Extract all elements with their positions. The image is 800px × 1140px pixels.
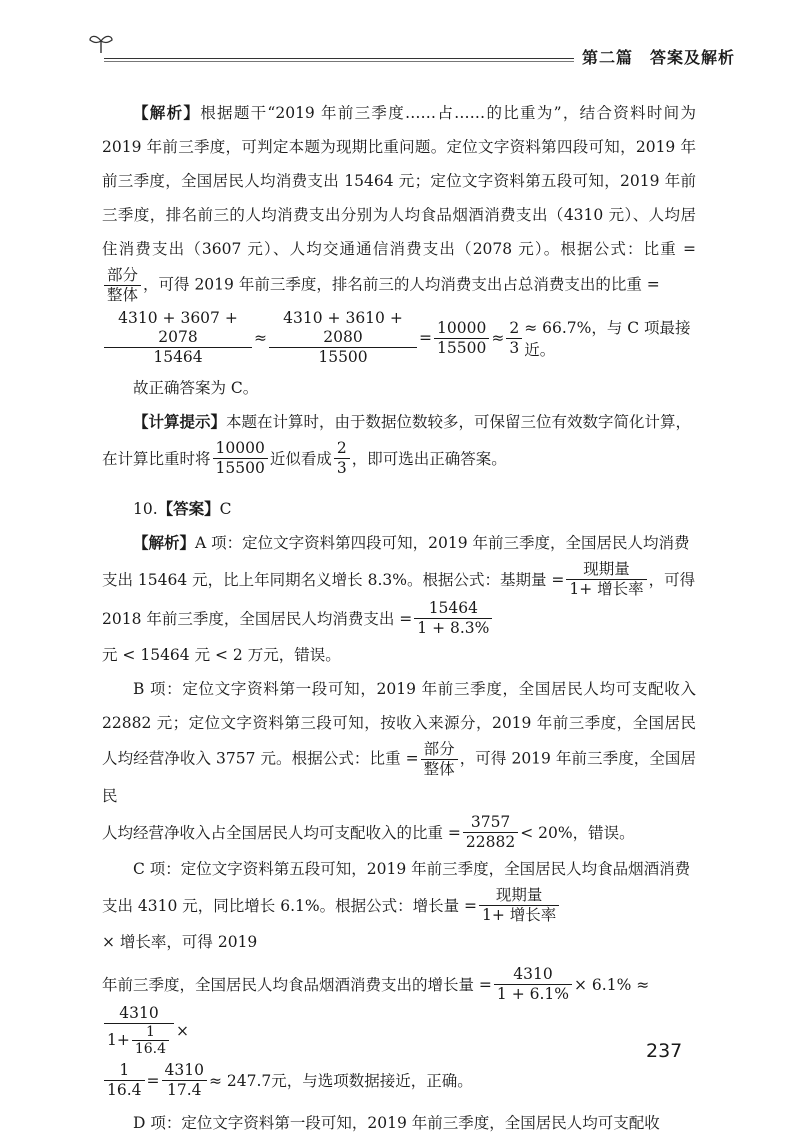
section-title: 第二篇 答案及解析: [582, 48, 736, 67]
answer-value: C: [219, 500, 232, 518]
header-rule-thin: [104, 61, 574, 62]
calc-tip-line-2: 在计算比重时将 $\frac{10000}{15500}$ 近似看成 $\frac{2}{3}$ ，即可选出正确答案。: [102, 439, 507, 477]
fraction-part-whole: $\frac{\text{部分}}{\text{整体}}$: [104, 266, 141, 305]
q10-option-a-line-3: 2018 年前三季度，全国居民人均消费支出 = $\frac{15464}{1 + 8.3\%}$ 元 < 15464 元 < 2 万元，错误。: [102, 599, 696, 672]
fraction-part-whole-b: $\frac{\text{部分}}{\text{整体}}$: [421, 740, 458, 779]
q9-conclusion: 故正确答案为 C。: [133, 379, 259, 397]
fraction-income-share: $\frac{3757}{22882}$: [463, 813, 518, 852]
page-number: 237: [646, 1040, 683, 1062]
fraction-growth-2: 4310 1+ $\frac{1}{16.4}$: [104, 1004, 174, 1057]
q9-text-2: ，可得 2019 年前三季度，排名前三的人均消费支出占总消费支出的比重 =: [143, 275, 660, 294]
q9-analysis: [102, 96, 696, 305]
q10-answer: [102, 492, 696, 526]
q9-calculation: $\frac{4310 + 3607 + 2078}{15464}$ ≈ $\frac{4310 + 3610 + 2080}{15500}$ = $\frac{10000}{15500}$ ≈ $\frac{2}{3}$ ≈ 66.7%，与 C 项最接近。: [102, 309, 696, 367]
fraction-rounded: $\frac{4310 + 3610 + 2080}{15500}$: [269, 309, 417, 367]
fraction-sum-total: $\frac{4310 + 3607 + 2078}{15464}$: [104, 309, 252, 367]
fraction-one-over: $\frac{1}{16.4}$: [104, 1061, 145, 1100]
fraction-growth-1: $\frac{4310}{1 + 6.1\%}$: [494, 965, 572, 1004]
fraction-base-period: $\frac{\text{现期量}}{\text{1+ 增长率}}$: [566, 560, 646, 599]
fraction-nested: $\frac{1}{16.4}$: [132, 1024, 169, 1057]
analysis-tag: 【解析】: [133, 104, 201, 122]
q10-option-b: B 项：定位文字资料第一段可知，2019 年前三季度，全国居民人均可支配收入 22882 元；定位文字资料第三段可知，按收入来源分，2019 年前三季度，全国居民人均经营净收入 3757 元。根据公式：比重 = $\frac{\text{部分}}{\text{整体}}$ ，可得 2019 年前三季度，全国居民: [102, 680, 696, 805]
header-rule: [104, 58, 574, 59]
q10-option-c-line-3: 年前三季度，全国居民人均食品烟酒消费支出的增长量 = $\frac{4310}{1 + 6.1\%}$ × 6.1% ≈ 4310 1+ $\frac{1}{16.4}$ ×: [102, 965, 650, 1057]
q10-option-c-line-2: 支出 4310 元，同比增长 6.1%。根据公式：增长量 = $\frac{\text{现期量}}{\text{1+ 增长率}}$ × 增长率，可得 2019: [102, 886, 696, 959]
fraction-two-thirds: $\frac{2}{3}$: [506, 319, 522, 358]
q10-option-c: C 项：定位文字资料第五段可知，2019 年前三季度，全国居民人均食品烟酒消费: [133, 860, 691, 878]
page-content: [102, 96, 696, 1140]
page-header: [0, 0, 800, 80]
answer-tag: 【答案】: [157, 500, 220, 518]
fraction-tip-1: $\frac{10000}{15500}$: [213, 439, 268, 478]
fraction-growth-formula: $\frac{\text{现期量}}{\text{1+ 增长率}}$: [479, 886, 559, 925]
fraction-simplified: $\frac{10000}{15500}$: [434, 319, 489, 358]
q10-option-d: D 项：定位文字资料第一段可知，2019 年前三季度，全国居民人均可支配收: [133, 1114, 660, 1132]
fraction-consumption: $\frac{15464}{1 + 8.3\%}$: [414, 599, 492, 638]
q9-result: ≈ 66.7%，与 C 项最接近。: [524, 319, 691, 359]
calc-tip: 【计算提示】本题在计算时，由于数据位数较多，可保留三位有效数字简化计算，: [133, 413, 692, 431]
q10-option-b-line-3: 人均经营净收入占全国居民人均可支配收入的比重 = $\frac{3757}{22882}$ < 20%，错误。: [102, 813, 635, 851]
calc-tip-tag: 【计算提示】: [133, 413, 227, 431]
question-number: 10.: [133, 500, 158, 518]
fraction-growth-result: $\frac{4310}{17.4}$: [162, 1061, 207, 1100]
q10-option-a: 【解析】A 项：定位文字资料第四段可知，2019 年前三季度，全国居民人均消费: [133, 534, 690, 552]
sprout-icon: [88, 32, 114, 54]
q10-option-a-line-2: 支出 15464 元，比上年同期名义增长 8.3%。根据公式：基期量 = $\frac{\text{现期量}}{\text{1+ 增长率}}$ ，可得: [102, 560, 696, 598]
analysis-tag: 【解析】: [133, 534, 196, 552]
q10-option-c-line-4: $\frac{1}{16.4}$ = $\frac{4310}{17.4}$ ≈ 247.7元，与选项数据接近，正确。: [102, 1061, 696, 1100]
fraction-tip-2: $\frac{2}{3}$: [334, 439, 350, 478]
q9-text-1: 根据题干“2019 年前三季度……占……的比重为”，结合资料时间为 2019 年前三季度，可判定本题为现期比重问题。定位文字资料第四段可知，2019 年前三季度，全国居民人均消费支出 15464 元；定位文字资料第五段可知，2019 年前三季度，排名前三的人均消费支出分别为人均食品烟酒消费支出（4310 元）、人均居住消费支出（3607 元）、人均交通通信消费支出（2078 元）。根据公式：比重 =: [102, 104, 696, 258]
